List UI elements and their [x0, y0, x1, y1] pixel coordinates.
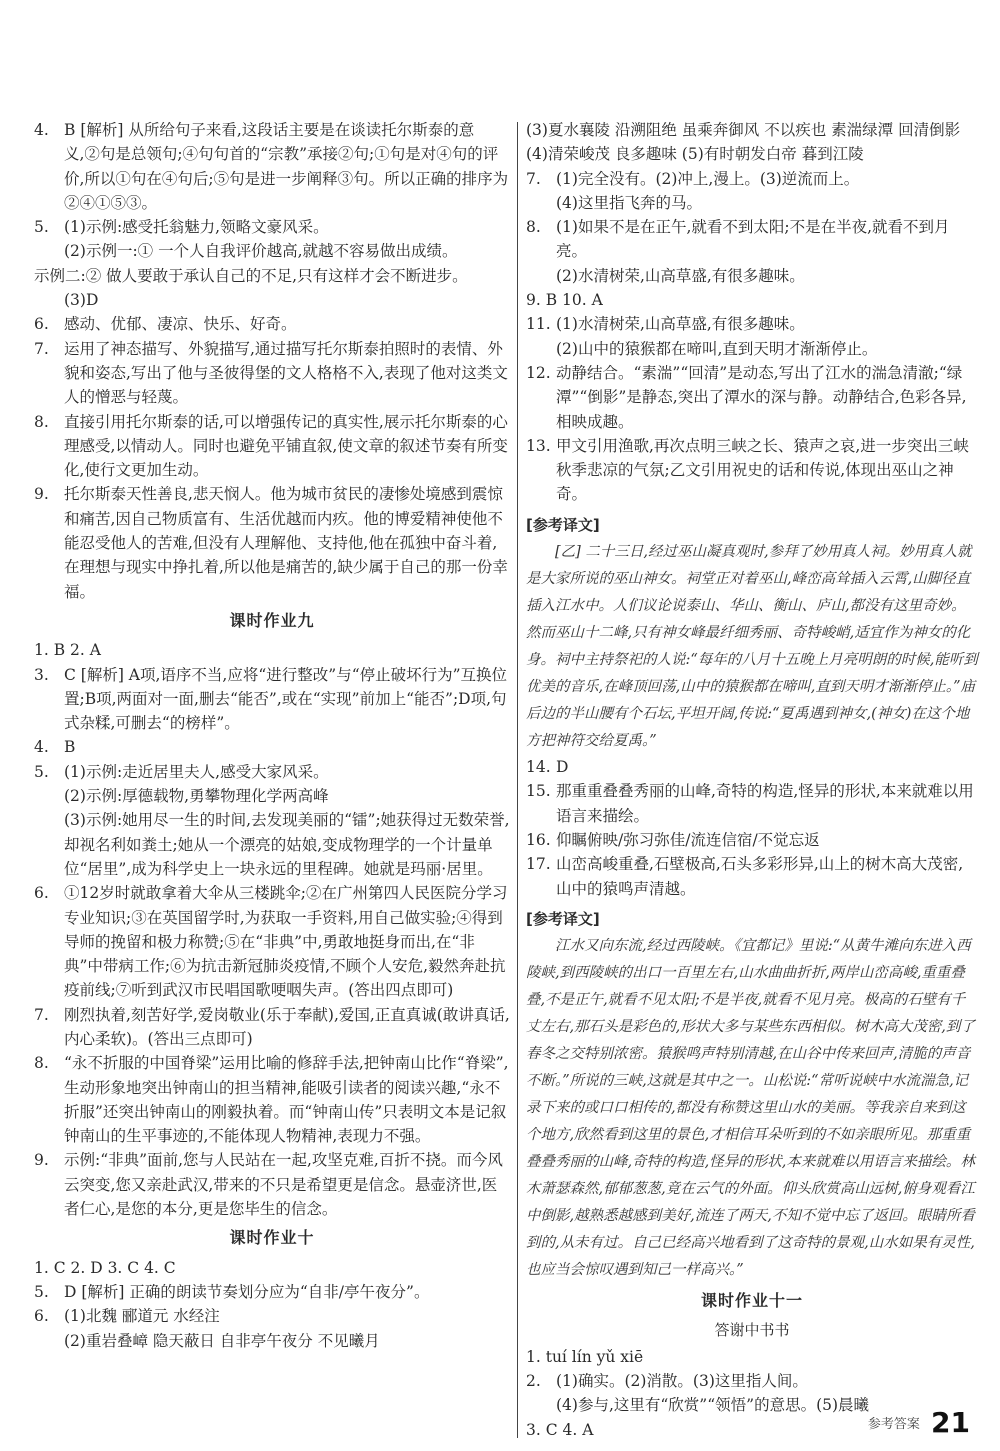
- answer-text: 1. B 2. A: [34, 641, 101, 660]
- item-number: 8.: [34, 1054, 49, 1073]
- answer-text: (2)示例一:① 一个人自我评价越高,就越不容易做出成绩。: [64, 242, 458, 261]
- answer-text: (2)水清树荣,山高草盛,有很多趣味。: [556, 266, 805, 285]
- item-number: 15.: [526, 782, 551, 801]
- answer-item: [526, 434, 978, 507]
- answer-item: [34, 482, 510, 603]
- item-number: 5.: [34, 218, 49, 237]
- answer-text: (4)参与,这里有“欣赏”“领悟”的意思。(5)晨曦: [556, 1396, 870, 1415]
- item-number: 2.: [526, 1372, 541, 1391]
- item-number: 13.: [526, 436, 551, 455]
- answer-item: [34, 735, 510, 759]
- answer-item: [34, 1051, 510, 1148]
- section-heading: 课时作业十一: [700, 1291, 803, 1311]
- answer-item: [34, 1148, 510, 1221]
- item-number: 6.: [34, 1307, 49, 1326]
- item-number: 7.: [34, 339, 49, 358]
- answer-text: 示例二:② 做人要敢于承认自己的不足,只有这样才会不断进步。: [34, 266, 468, 285]
- answer-item: [34, 1304, 510, 1328]
- item-number: 4.: [34, 738, 49, 757]
- answer-text: 甲文引用渔歌,再次点明三峡之长、猿声之哀,进一步突出三峡秋季悲凉的气氛;乙文引用祝史的话和传说,体现出巫山之神奇。: [556, 436, 969, 504]
- answer-item: [526, 1369, 978, 1393]
- item-number: 12.: [526, 363, 551, 382]
- answer-item: [526, 361, 978, 434]
- answer-text: 运用了神态描写、外貌描写,通过描写托尔斯泰拍照时的表情、外貌和姿态,写出了他与圣彼得堡的文人格格不入,表现了他对这类文人的憎恶与轻蔑。: [64, 339, 508, 407]
- answer-text: B [解析] 从所给句子来看,这段话主要是在谈读托尔斯泰的意义,②句是总领句;④句句首的“宗教”承接②句;①句是对④句的评价,所以①句在④句后;⑤句是进一步阐释③句。所以正确的排序为②④①⑤③。: [64, 121, 509, 212]
- answer-text: 仰瞩俯映/弥习弥佳/流连信宿/不觉忘返: [556, 830, 820, 849]
- answer-item: [34, 337, 510, 410]
- answer-text: 3. C 4. A: [526, 1420, 594, 1439]
- footer-label: 参考答案: [867, 1417, 920, 1432]
- answer-text: 托尔斯泰天性善良,悲天悯人。他为城市贫民的凄惨处境感到震惊和痛苦,因自己物质富有、生活优越而内疚。他的博爱精神使他不能忍受他人的苦难,但没有人理解他、支持他,他在孤独中奋斗着,在理想与现实中挣扎着,所以他是痛苦的,缺少属于自己的那一份幸福。: [64, 485, 508, 601]
- reference-translation: 江水又向东流,经过西陵峡。《宜都记》里说:“从黄牛滩向东进入西陵峡,到西陵峡的出口一百里左右,山水曲曲折折,两岸山峦高峻,重重叠叠,不是正午,就看不见太阳;不是半夜,就看不见月亮。极高的石壁有千丈左右,那石头是彩色的,形状大多与某些东西相似。树木高大茂密,到了春冬之交特别浓密。猿猴鸣声特别清越,在山谷中传来回声,清脆的声音不断。”所说的三峡,这就是其中之一。山松说:“常听说峡中水流湍急,记录下来的或口口相传的,都没有称赞这里山水的美丽。等我亲自来到这个地方,欣然看到这里的景色,才相信耳朵听到的不如亲眼所见。那重重叠叠秀丽的山峰,奇特的构造,怪异的形状,本来就难以用语言来描绘。林木萧瑟森然,郁郁葱葱,竟在云气的外面。仰头欣赏高山远树,俯身观看江中倒影,越熟悉越感到美好,流连了两天,不知不觉中忘了返回。眼睛所看到的,从未有过。自己已经高兴地看到了这奇特的景观,山水如果有灵性,也应当会惊叹遇到知己一样高兴。”: [526, 938, 975, 1279]
- answer-text: 动静结合。“素湍”“回清”是动态,写出了江水的湍急清澈;“绿潭”“倒影”是静态,突出了潭水的深与静。动静结合,色彩各异,相映成趣。: [556, 363, 967, 431]
- answer-item: [526, 779, 978, 828]
- answer-text: (1)示例:感受托翁魅力,领略文豪风采。: [64, 218, 329, 237]
- answer-text: 那重重叠叠秀丽的山峰,奇特的构造,怪异的形状,本来就难以用语言来描绘。: [556, 782, 974, 825]
- reference-translation-label: [参考译文]: [526, 515, 600, 534]
- item-number: 7.: [34, 1005, 49, 1024]
- reference-translation: [乙] 二十三日,经过巫山凝真观时,参拜了妙用真人祠。妙用真人就是大家所说的巫山神女。祠堂正对着巫山,峰峦高耸插入云霄,山脚径直插入江水中。人们议论说泰山、华山、衡山、庐山,都没有这里奇妙。然而巫山十二峰,只有神女峰最纤细秀丽、奇特峻峭,适宜作为神女的化身。祠中主持祭祀的人说:“每年的八月十五晚上月亮明朗的时候,能听到优美的音乐,在峰顶回荡,山中的猿猴都在啼叫,直到天明才渐渐停止。”庙后边的半山腰有个石坛,平坦开阔,传说:“夏禹遇到神女,(神女)在这个地方把神符交给夏禹。”: [526, 544, 978, 750]
- page-number: 21: [931, 1406, 970, 1439]
- answer-text: 直接引用托尔斯泰的话,可以增强传记的真实性,展示托尔斯泰的心理感受,以情动人。同时也避免平铺直叙,使文章的叙述节奏有所变化,使行文更加生动。: [64, 412, 508, 480]
- answer-text: C [解析] A项,语序不当,应将“进行整改”与“停止破坏行为”互换位置;B项,两面对一面,删去“能否”,或在“实现”前加上“能否”;D项,句式杂糅,可删去“的榜样”。: [64, 665, 508, 733]
- answer-item: [34, 118, 510, 215]
- answer-item: [34, 410, 510, 483]
- answer-item: [526, 312, 978, 336]
- answer-text: 刚烈执着,刻苦好学,爱岗敬业(乐于奉献),爱国,正直真诚(敢讲真话,内心柔软)。(答出三点即可): [64, 1005, 510, 1048]
- answer-text: 感动、优郁、凄凉、快乐、好奇。: [64, 315, 297, 334]
- answer-text: 1. C 2. D 3. C 4. C: [34, 1258, 176, 1277]
- item-number: 8.: [526, 218, 541, 237]
- item-number: 3.: [34, 665, 49, 684]
- item-number: 16.: [526, 830, 551, 849]
- item-number: 14.: [526, 758, 551, 777]
- item-number: 9.: [34, 485, 49, 504]
- right-column: [526, 118, 978, 1442]
- answer-text: ①12岁时就敢拿着大伞从三楼跳伞;②在广州第四人民医院分学习专业知识;③在英国留学时,为获取一手资料,用自己做实验;④得到导师的挽留和极力称赞;⑤在“非典”中,勇敢地挺身而出,在“非典”中带病工作;⑥为抗击新冠肺炎疫情,不顾个人安危,毅然奔赴抗疫前线;⑦听到武汉市民唱国歌哽咽失声。(答出四点即可): [64, 884, 508, 1000]
- answer-text: (1)水清树荣,山高草盛,有很多趣味。: [556, 315, 805, 334]
- answer-item: [526, 167, 978, 191]
- answer-text: B: [64, 738, 76, 757]
- answer-text: (1)北魏 郦道元 水经注: [64, 1307, 220, 1326]
- answer-text: (1)完全没有。(2)冲上,漫上。(3)逆流而上。: [556, 169, 860, 188]
- answer-text: (2)重岩叠嶂 隐天蔽日 自非亭午夜分 不见曦月: [64, 1331, 380, 1350]
- item-number: 5.: [34, 762, 49, 781]
- answer-text: (4)清荣峻茂 良多趣味 (5)有时朝发白帝 暮到江陵: [526, 145, 864, 164]
- section-heading: 课时作业九: [229, 610, 315, 630]
- answer-text: (3)D: [64, 291, 99, 310]
- answer-item: [526, 755, 978, 779]
- item-number: 17.: [526, 855, 551, 874]
- answer-text: (4)这里指飞奔的马。: [556, 193, 702, 212]
- reference-translation-label: [参考译文]: [526, 909, 600, 928]
- answer-text: (3)夏水襄陵 沿溯阻绝 虽乘奔御风 不以疾也 素湍绿潭 回清倒影: [526, 121, 961, 139]
- answer-text: (2)示例:厚德载物,勇攀物理化学两高峰: [64, 787, 329, 806]
- item-number: 7.: [526, 169, 541, 188]
- section-subheading: 答谢中书书: [714, 1321, 790, 1340]
- answer-item: [34, 215, 510, 239]
- item-number: 4.: [34, 121, 49, 139]
- answer-text: (1)示例:走近居里夫人,感受大家风采。: [64, 762, 329, 781]
- section-heading: 课时作业十: [229, 1228, 315, 1248]
- answer-item: [34, 312, 510, 336]
- item-number: 5.: [34, 1282, 49, 1301]
- answer-item: [526, 828, 978, 852]
- item-number: 8.: [34, 412, 49, 431]
- page-footer: [868, 1406, 970, 1439]
- answer-text: (1)如果不是在正午,就看不到太阳;不是在半夜,就看不到月亮。: [556, 218, 950, 261]
- left-column: [34, 118, 510, 1353]
- item-number: 9.: [34, 1151, 49, 1170]
- answer-item: [526, 852, 978, 901]
- answer-text: (1)确实。(2)消散。(3)这里指人间。: [556, 1372, 808, 1391]
- answer-item: [34, 881, 510, 1002]
- answer-text: 1. tuí lín yǔ xiē: [526, 1347, 644, 1366]
- column-divider: [517, 122, 518, 1438]
- answer-item: [526, 215, 978, 264]
- answer-text: (2)山中的猿猴都在啼叫,直到天明才渐渐停止。: [556, 339, 878, 358]
- answer-text: 9. B 10. A: [526, 291, 603, 310]
- answer-item: [34, 1003, 510, 1052]
- answer-item: [34, 1280, 510, 1304]
- answer-text: “永不折服的中国脊梁”运用比喻的修辞手法,把钟南山比作“脊梁”,生动形象地突出钟南山的担当精神,能吸引读者的阅读兴趣,“永不折服”还突出钟南山的刚毅执着。而“钟南山传”只表明文本是记叙钟南山的生平事迹的,不能体现人物精神,表现力不强。: [64, 1054, 509, 1146]
- answer-text: 示例:“非典”面前,您与人民站在一起,攻坚克难,百折不挠。而今风云突变,您又亲赴武汉,带来的不只是希望更是信念。悬壶济世,医者仁心,是您的本分,更是您毕生的信念。: [64, 1151, 503, 1219]
- answer-text: 山峦高峻重叠,石壁极高,石头多彩形异,山上的树木高大茂密,山中的猿鸣声清越。: [556, 855, 964, 898]
- answer-text: D: [556, 758, 569, 777]
- item-number: 6.: [34, 884, 49, 903]
- answer-item: [34, 760, 510, 784]
- answer-text: D [解析] 正确的朗读节奏划分应为“自非/亭午夜分”。: [64, 1282, 430, 1301]
- answer-text: (3)示例:她用尽一生的时间,去发现美丽的“镭”;她获得过无数荣誉,却视名利如粪土;她从一个漂亮的姑娘,变成物理学的一个计量单位“居里”,成为科学史上一块永远的里程碑。她就是玛丽·居里。: [64, 811, 510, 878]
- item-number: 6.: [34, 315, 49, 334]
- item-number: 11.: [526, 315, 551, 334]
- answer-item: [34, 663, 510, 736]
